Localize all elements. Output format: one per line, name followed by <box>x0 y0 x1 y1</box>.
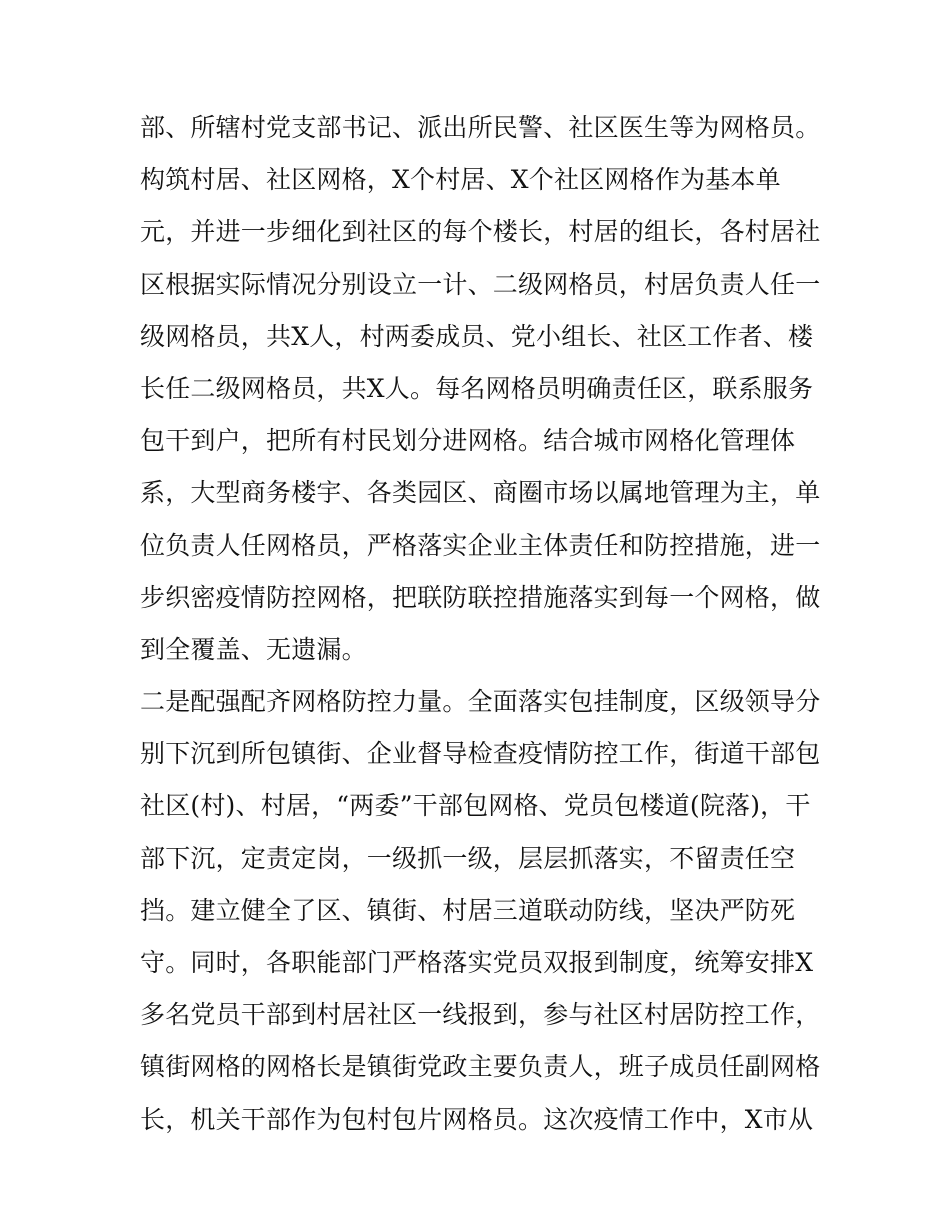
text-line: 步织密疫情防控网格，把联防联控措施落实到每一个网格，做 <box>140 582 820 612</box>
paragraph-start-line: 二是配强配齐网格防控力量。全面落实包挂制度，区级领导分 <box>140 687 820 717</box>
text-line: 部下沉，定责定岗，一级抓一级，层层抓落实，不留责任空 <box>140 843 796 873</box>
text-line: 部、所辖村党支部书记、派出所民警、社区医生等为网格员。 <box>140 113 820 142</box>
text-line: 挡。建立健全了区、镇街、村居三道联动防线，坚决严防死 <box>140 895 796 925</box>
text-line: 区根据实际情况分别设立一计、二级网格员，村居负责人任一 <box>140 269 820 299</box>
text-line: 守。同时，各职能部门严格落实党员双报到制度，统筹安排X <box>140 948 814 977</box>
text-line: 长，机关干部作为包村包片网格员。这次疫情工作中，X市从 <box>140 1104 814 1134</box>
text-line: 系，大型商务楼宇、各类园区、商圈市场以属地管理为主，单 <box>140 478 820 508</box>
text-line: 镇街网格的网格长是镇街党政主要负责人，班子成员任副网格 <box>140 1052 820 1082</box>
text-line: 社区(村)、村居，“两委”干部包网格、党员包楼道(院落)，干 <box>140 791 811 821</box>
text-line: 元，并进一步细化到社区的每个楼长，村居的组长，各村居社 <box>140 217 820 247</box>
text-line: 别下沉到所包镇街、企业督导检查疫情防控工作，街道干部包 <box>140 739 820 769</box>
text-line: 级网格员，共X人，村两委成员、党小组长、社区工作者、楼 <box>140 321 814 351</box>
text-line: 到全覆盖、无遗漏。 <box>140 634 367 664</box>
text-line: 长任二级网格员，共X人。每名网格员明确责任区，联系服务 <box>140 373 814 403</box>
text-line: 构筑村居、社区网格，X个村居、X个社区网格作为基本单 <box>140 165 781 195</box>
text-line: 多名党员干部到村居社区一线报到，参与社区村居防控工作， <box>140 1000 820 1030</box>
text-line: 包干到户，把所有村民划分进网格。结合城市网格化管理体 <box>140 426 796 456</box>
text-line: 位负责人任网格员，严格落实企业主体责任和防控措施，进一 <box>140 530 820 560</box>
body-text <box>140 102 820 1146</box>
